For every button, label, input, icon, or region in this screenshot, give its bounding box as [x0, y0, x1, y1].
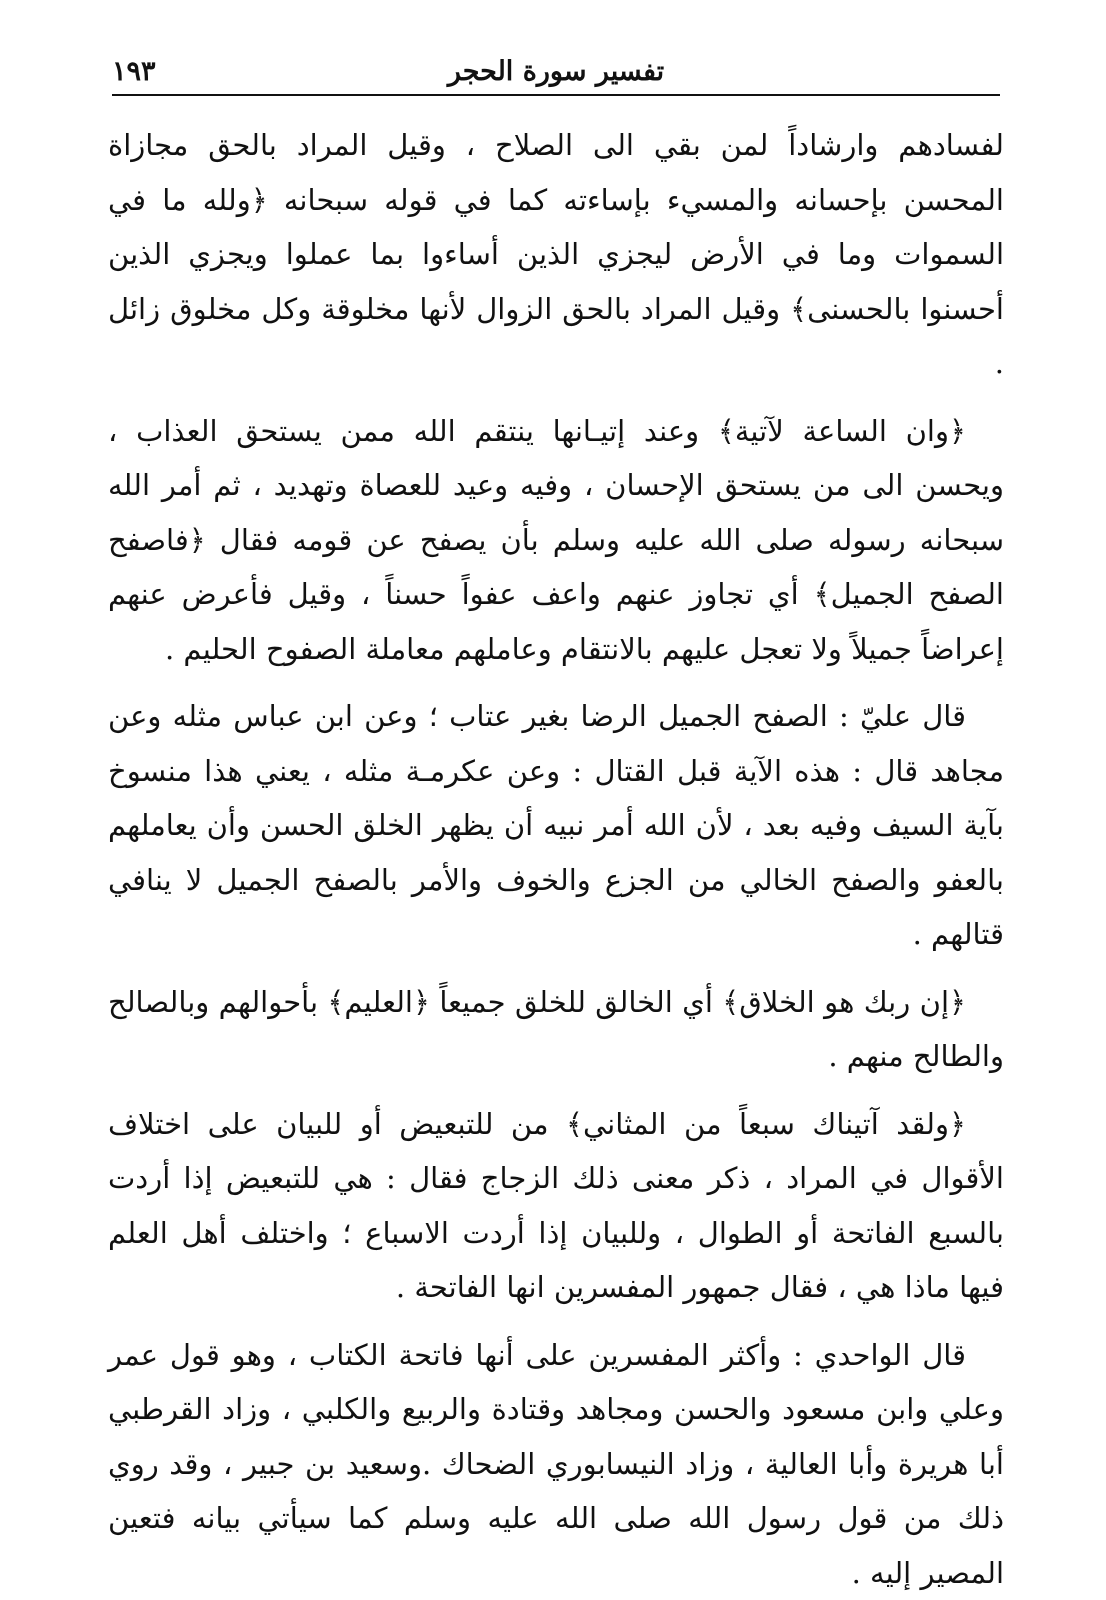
paragraph: قال عليّ : الصفح الجميل الرضا بغير عتاب ؛ وعن ابن عباس مثله وعن مجاهد قال : هذه الآية قبل القتال : وعن عكرمـة مثله ، يعني هذا منسوخ بآية السيف وفيه بعد ، لأن الله أمر نبيه أن يظهر الخلق الحسن وأن يعاملهم بالعفو والصفح الخالي من الجزع والخوف والأمر بالصفح الجميل لا ينافي قتالهم .: [108, 689, 1004, 962]
paragraph: قال الواحدي : وأكثر المفسرين على أنها فاتحة الكتاب ، وهو قول عمر وعلي وابن مسعود والحسن ومجاهد وقتادة والربيع والكلبي ، وزاد القرطبي أبا هريرة وأبا العالية ، وزاد النيسابوري الضحاك .وسعيد بن جبير ، وقد روي ذلك من قول رسول الله صلى الله عليه وسلم كما سيأتي بيانه فتعين المصير إليه .: [108, 1328, 1004, 1600]
header-divider: [112, 94, 1000, 96]
paragraph: لفسادهم وارشاداً لمن بقي الى الصلاح ، وقيل المراد بالحق مجازاة المحسن بإحسانه والمسيء بإساءته كما في قوله سبحانه ﴿ولله ما في السموات وما في الأرض ليجزي الذين أساءوا بما عملوا ويجزي الذين أحسنوا بالحسنى﴾ وقيل المراد بالحق الزوال لأنها مخلوقة وكل مخلوق زائل .: [108, 118, 1004, 391]
paragraph: ﴿وان الساعة لآتية﴾ وعند إتيـانها ينتقم الله ممن يستحق العذاب ، ويحسن الى من يستحق الإحسان ، وفيه وعيد للعصاة وتهديد ، ثم أمر الله سبحانه رسوله صلى الله عليه وسلم بأن يصفح عن قومه فقال ﴿فاصفح الصفح الجميل﴾ أي تجاوز عنهم واعف عفواً حسناً ، وقيل فأعرض عنهم إعراضاً جميلاً ولا تعجل عليهم بالانتقام وعاملهم معاملة الصفوح الحليم .: [108, 404, 1004, 677]
page-body: [108, 118, 1004, 1600]
running-header: [112, 52, 1000, 94]
chapter-title: تفسير سورة الحجر: [112, 56, 1000, 87]
page-number: ١٩٣: [112, 56, 156, 87]
paragraph: ﴿ولقد آتيناك سبعاً من المثاني﴾ من للتبعيض أو للبيان على اختلاف الأقوال في المراد ، ذكر معنى ذلك الزجاج فقال : هي للتبعيض إذا أردت بالسبع الفاتحة أو الطوال ، وللبيان إذا أردت الاسباع ؛ واختلف أهل العلم فيها ماذا هي ، فقال جمهور المفسرين انها الفاتحة .: [108, 1097, 1004, 1315]
paragraph: ﴿إن ربك هو الخلاق﴾ أي الخالق للخلق جميعاً ﴿العليم﴾ بأحوالهم وبالصالح والطالح منهم .: [108, 975, 1004, 1084]
